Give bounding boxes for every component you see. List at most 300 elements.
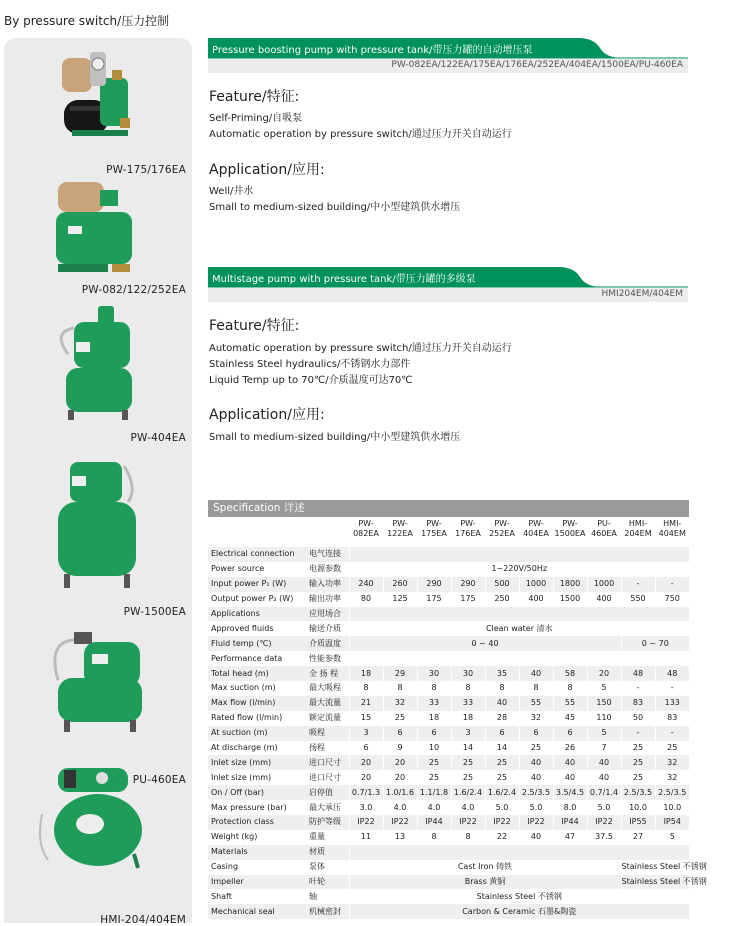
spec-value-cell: 2.5/3.5 xyxy=(655,785,689,800)
spec-row xyxy=(208,681,689,696)
spec-value-cell: 80 xyxy=(349,592,383,607)
model-suffix: 122EA xyxy=(387,529,413,538)
spec-value-cell: 8 xyxy=(417,830,451,845)
spec-value-cell: 30 xyxy=(417,666,451,681)
spec-value-cell: 5.0 xyxy=(485,800,519,815)
spec-value-cell: 83 xyxy=(655,711,689,726)
product-card-pw-1500[interactable] xyxy=(4,458,192,618)
section1-banner xyxy=(208,38,688,58)
spec-value-cell: 290 xyxy=(451,577,485,592)
spec-value-cell: 1.1/1.8 xyxy=(417,785,451,800)
section1-application-1: Well/井水 xyxy=(209,186,254,197)
spec-value-cell: 1500 xyxy=(553,592,587,607)
spec-value-cell: 21 xyxy=(349,696,383,711)
spec-value-cell: 1000 xyxy=(519,577,553,592)
spec-value-cell: 22 xyxy=(485,830,519,845)
spec-label-en: Max pressure (bar) xyxy=(211,802,287,812)
spec-row xyxy=(208,770,689,785)
specification-table xyxy=(208,500,707,919)
section1-feature-2: Automatic operation by pressure switch/通过压力开关自动运行 xyxy=(209,129,512,140)
spec-value-cell: IP22 xyxy=(451,815,485,830)
spec-label-en: Mechanical seal xyxy=(208,904,303,919)
model-prefix: HMI- xyxy=(663,519,682,528)
spec-value-cell: 15 xyxy=(349,711,383,726)
spec-label-cn: 电气连接 xyxy=(303,547,349,562)
spec-value-cell: 18 xyxy=(349,666,383,681)
spec-row xyxy=(208,830,689,845)
section2-model-bar xyxy=(208,288,688,302)
section2-models: HMI204EM/404EM xyxy=(601,289,683,299)
model-prefix: PW- xyxy=(358,519,374,528)
pump-image xyxy=(44,458,140,588)
spec-model-header xyxy=(383,517,417,547)
spec-value-cell: 25 xyxy=(417,770,451,785)
model-prefix: PW- xyxy=(460,519,476,528)
product-caption: PW-404EA xyxy=(130,432,186,444)
pump-image xyxy=(54,50,134,142)
section1-title: Pressure boosting pump with pressure tank/带压力罐的自动增压泵 xyxy=(212,45,533,56)
spec-value-cell: 25 xyxy=(485,755,519,770)
spec-row xyxy=(208,562,689,577)
spec-value-cell: 400 xyxy=(587,592,621,607)
spec-label-en: Applications xyxy=(208,607,303,622)
spec-label-en: Electrical connection xyxy=(208,547,303,562)
model-suffix: 460EA xyxy=(591,529,617,538)
spec-label-cn: 最大吸程 xyxy=(309,683,341,693)
model-suffix: 175EA xyxy=(421,529,447,538)
spec-value-cell: 27 xyxy=(621,830,655,845)
spec-model-header xyxy=(485,517,519,547)
spec-value-cell: IP22 xyxy=(587,815,621,830)
section2-feature-2: Stainless Steel hydraulics/不锈钢水力部件 xyxy=(209,359,411,370)
spec-value-cell: 175 xyxy=(417,592,451,607)
spec-value-cell: 110 xyxy=(587,711,621,726)
model-suffix: 082EA xyxy=(353,529,379,538)
section2-feature-heading: Feature/特征: xyxy=(209,318,300,334)
pump-image xyxy=(34,764,148,872)
spec-value-cell: 9 xyxy=(383,741,417,756)
spec-value-cell: 20 xyxy=(587,666,621,681)
spec-model-header xyxy=(417,517,451,547)
spec-value-cell: 2.5/3.5 xyxy=(519,785,553,800)
spec-value-cell: 40 xyxy=(587,770,621,785)
model-prefix: PW- xyxy=(426,519,442,528)
spec-value-cell: 4.0 xyxy=(451,800,485,815)
spec-value-cell: 18 xyxy=(451,711,485,726)
spec-row xyxy=(208,711,689,726)
spec-value-cell: 8 xyxy=(553,681,587,696)
section2-banner xyxy=(208,267,688,287)
spec-value-cell: 55 xyxy=(519,696,553,711)
spec-label-cn: 进口尺寸 xyxy=(303,755,349,770)
product-card-pw-404[interactable] xyxy=(4,306,192,446)
pump-image xyxy=(52,180,138,276)
spec-value-cell: 40 xyxy=(519,770,553,785)
spec-row xyxy=(208,755,689,770)
spec-label-cn: 性能参数 xyxy=(309,653,341,663)
product-caption: HMI-204/404EM xyxy=(100,914,186,926)
spec-label-cn: 防护等级 xyxy=(303,815,349,830)
spec-empty-cell xyxy=(349,651,689,666)
spec-label-cn: 介质温度 xyxy=(303,636,349,651)
spec-value-cell: 6 xyxy=(519,726,553,741)
spec-value-cell: 0 ~ 40 xyxy=(349,636,621,651)
spec-empty-cell xyxy=(349,845,689,860)
spec-label-en: Protection class xyxy=(208,815,303,830)
spec-value-cell: 10 xyxy=(417,741,451,756)
spec-label-en: Impeller xyxy=(208,875,303,890)
spec-value-cell: Brass 黄铜 xyxy=(349,875,621,890)
model-suffix: 404EM xyxy=(658,529,686,538)
spec-value-cell: 25 xyxy=(519,741,553,756)
spec-value-cell: Clean water 清水 xyxy=(349,621,689,636)
spec-row xyxy=(208,904,689,919)
spec-value-cell: 25 xyxy=(621,741,655,756)
spec-value-cell: 7 xyxy=(587,741,621,756)
spec-value-cell: 750 xyxy=(655,592,689,607)
spec-value-cell: 0.7/1.3 xyxy=(349,785,383,800)
spec-value-cell: 260 xyxy=(383,577,417,592)
spec-label-en: Fluid temp (℃) xyxy=(208,636,303,651)
spec-label-cn: 额定流量 xyxy=(309,713,341,723)
spec-value-cell: 33 xyxy=(417,696,451,711)
spec-label-cn: 输入功率 xyxy=(303,577,349,592)
spec-value-cell: 48 xyxy=(621,666,655,681)
spec-value-cell: 0 ~ 70 xyxy=(621,636,689,651)
model-prefix: PW- xyxy=(494,519,510,528)
spec-model-header xyxy=(553,517,587,547)
spec-value-cell: 26 xyxy=(553,741,587,756)
spec-label-en: Casing xyxy=(211,862,239,872)
spec-value-cell: 1.6/2.4 xyxy=(451,785,485,800)
section2-title: Multistage pump with pressure tank/带压力罐的多级泵 xyxy=(212,274,476,285)
spec-value-cell: 8 xyxy=(519,681,553,696)
spec-label-en: Output power P₂ (W) xyxy=(211,594,294,604)
spec-value-cell: 1000 xyxy=(587,577,621,592)
spec-value-cell: 8 xyxy=(451,681,485,696)
spec-label-cn: 应用场合 xyxy=(303,607,349,622)
spec-row xyxy=(208,860,689,875)
spec-value-cell: 50 xyxy=(621,711,655,726)
spec-value-cell: 5 xyxy=(587,726,621,741)
spec-row xyxy=(208,875,689,890)
product-card-pw-175[interactable] xyxy=(4,50,192,180)
spec-value-cell: 6 xyxy=(383,726,417,741)
spec-label-cn: 输送介质 xyxy=(309,623,341,633)
spec-label-en: Inlet size (mm) xyxy=(208,755,303,770)
spec-value-cell: IP22 xyxy=(519,815,553,830)
spec-value-cell: 6 xyxy=(417,726,451,741)
spec-value-cell: 25 xyxy=(621,755,655,770)
model-suffix: 404EA xyxy=(523,529,549,538)
product-card-pw-082[interactable] xyxy=(4,178,192,298)
spec-value-cell: 3 xyxy=(451,726,485,741)
model-suffix: 176EA xyxy=(455,529,481,538)
model-prefix: HMI- xyxy=(628,519,648,528)
model-suffix: 252EA xyxy=(489,529,515,538)
product-sidebar xyxy=(4,38,192,926)
model-suffix: 204EM xyxy=(624,529,652,538)
product-caption: PU-460EA xyxy=(132,774,186,786)
spec-value-cell: 30 xyxy=(451,666,485,681)
spec-label-cn: 输出功率 xyxy=(309,594,341,604)
model-prefix: PW- xyxy=(562,519,578,528)
product-caption: PW-082/122/252EA xyxy=(81,284,186,296)
spec-value-cell: 250 xyxy=(485,592,519,607)
spec-value-cell: IP44 xyxy=(417,815,451,830)
spec-value-cell: - xyxy=(621,726,655,741)
section2-feature-3: Liquid Temp up to 70℃/介质温度可达70℃ xyxy=(209,375,413,386)
spec-value-cell: 5.0 xyxy=(587,800,621,815)
spec-label-en: Input power P₁ (W) xyxy=(208,577,303,592)
spec-value-cell: 8 xyxy=(349,681,383,696)
spec-label-en: At suction (m) xyxy=(208,726,303,741)
spec-value-cell: 40 xyxy=(553,755,587,770)
spec-value-cell: 40 xyxy=(485,696,519,711)
spec-value-cell: 0.7/1.4 xyxy=(587,785,621,800)
spec-value-cell: IP55 xyxy=(621,815,655,830)
spec-value-cell: 5 xyxy=(587,681,621,696)
spec-value-cell: Carbon & Ceramic 石墨&陶瓷 xyxy=(349,904,689,919)
spec-row xyxy=(208,547,689,562)
spec-value-cell: 550 xyxy=(621,592,655,607)
spec-row xyxy=(208,696,689,711)
section2-feature-1: Automatic operation by pressure switch/通过压力开关自动运行 xyxy=(209,343,512,354)
spec-value-cell: 20 xyxy=(383,755,417,770)
spec-model-header xyxy=(519,517,553,547)
spec-value-cell: Stainless Steel 不锈钢 xyxy=(349,889,689,904)
spec-value-cell: 1.0/1.6 xyxy=(383,785,417,800)
spec-value-cell: 28 xyxy=(485,711,519,726)
spec-value-cell: Cast Iron 铸铁 xyxy=(349,860,621,875)
spec-label-cn: 最大流量 xyxy=(303,696,349,711)
spec-label-cn: 轴 xyxy=(309,891,317,901)
spec-value-cell: 3.5/4.5 xyxy=(553,785,587,800)
spec-model-header xyxy=(621,517,655,547)
spec-value-cell: - xyxy=(621,681,655,696)
section1-application-2: Small to medium-sized building/中小型建筑供水增压 xyxy=(209,202,461,213)
spec-row xyxy=(208,741,689,756)
spec-value-cell: 500 xyxy=(485,577,519,592)
spec-value-cell: 6 xyxy=(485,726,519,741)
spec-value-cell: 150 xyxy=(587,696,621,711)
spec-label-en: Rated flow (l/min) xyxy=(211,713,283,723)
spec-value-cell: 25 xyxy=(621,770,655,785)
spec-row xyxy=(208,621,689,636)
section1-feature-heading: Feature/特征: xyxy=(209,89,300,105)
pump-image xyxy=(46,306,136,422)
spec-value-cell: 4.0 xyxy=(417,800,451,815)
spec-label-cn: 吸程 xyxy=(303,726,349,741)
spec-model-header xyxy=(587,517,621,547)
spec-value-cell: 55 xyxy=(553,696,587,711)
spec-value-cell: 20 xyxy=(383,770,417,785)
spec-value-cell: 32 xyxy=(655,755,689,770)
spec-value-cell: 25 xyxy=(655,741,689,756)
spec-value-cell: 2.5/3.5 xyxy=(621,785,655,800)
spec-model-header xyxy=(349,517,383,547)
spec-label-en: Performance data xyxy=(211,653,283,663)
spec-value-cell: 6 xyxy=(349,741,383,756)
spec-value-cell: 20 xyxy=(349,755,383,770)
spec-value-cell: 13 xyxy=(383,830,417,845)
spec-row xyxy=(208,592,689,607)
spec-value-cell: 8.0 xyxy=(553,800,587,815)
section1-application-heading: Application/应用: xyxy=(209,162,325,178)
spec-value-cell: 25 xyxy=(451,755,485,770)
spec-value-cell: 40 xyxy=(519,830,553,845)
spec-value-cell: 40 xyxy=(519,755,553,770)
spec-value-cell: IP22 xyxy=(383,815,417,830)
spec-row xyxy=(208,636,689,651)
spec-label-cn: 进口尺寸 xyxy=(309,772,341,782)
spec-value-cell: 32 xyxy=(519,711,553,726)
spec-row xyxy=(208,889,689,904)
spec-label-cn: 最大承压 xyxy=(309,802,341,812)
spec-value-cell: - xyxy=(655,726,689,741)
spec-value-cell: Stainless Steel 不锈钢 xyxy=(621,860,689,875)
spec-value-cell: IP54 xyxy=(655,815,689,830)
spec-row xyxy=(208,845,689,860)
spec-value-cell: 1~220V/50Hz xyxy=(349,562,689,577)
spec-value-cell: Stainless Steel 不锈钢 xyxy=(621,875,689,890)
spec-row xyxy=(208,666,689,681)
spec-empty-cell xyxy=(349,607,689,622)
spec-value-cell: 25 xyxy=(417,755,451,770)
section2-application-1: Small to medium-sized building/中小型建筑供水增压 xyxy=(209,432,461,443)
spec-value-cell: 40 xyxy=(519,666,553,681)
spec-value-cell: 400 xyxy=(519,592,553,607)
spec-value-cell: 11 xyxy=(349,830,383,845)
spec-label-en: At discharge (m) xyxy=(211,743,278,753)
spec-value-cell: 33 xyxy=(451,696,485,711)
spec-value-cell: IP22 xyxy=(349,815,383,830)
spec-value-cell: 32 xyxy=(655,770,689,785)
model-prefix: PU- xyxy=(597,519,611,528)
spec-value-cell: 1800 xyxy=(553,577,587,592)
spec-label-en: On / Off (bar) xyxy=(208,785,303,800)
spec-label-cn: 泵体 xyxy=(309,862,325,872)
spec-label-cn: 重量 xyxy=(309,832,325,842)
spec-value-cell: 8 xyxy=(485,681,519,696)
spec-value-cell: 5.0 xyxy=(519,800,553,815)
spec-value-cell: 8 xyxy=(417,681,451,696)
spec-label-en: Max suction (m) xyxy=(211,683,276,693)
spec-label-en: Weight (kg) xyxy=(211,832,258,842)
spec-label-en: Shaft xyxy=(211,891,232,901)
pump-image xyxy=(36,628,148,738)
spec-value-cell: 37.5 xyxy=(587,830,621,845)
spec-row xyxy=(208,815,689,830)
spec-value-cell: 8 xyxy=(451,830,485,845)
spec-value-cell: 20 xyxy=(349,770,383,785)
spec-value-cell: 3 xyxy=(349,726,383,741)
spec-value-cell: 290 xyxy=(417,577,451,592)
spec-label-cn: 机械密封 xyxy=(303,904,349,919)
spec-row xyxy=(208,577,689,592)
page-title: By pressure switch/压力控制 xyxy=(4,14,170,28)
spec-header-row xyxy=(208,517,689,547)
section1-models: PW-082EA/122EA/175EA/176EA/252EA/404EA/1500EA/PU-460EA xyxy=(391,60,683,70)
spec-value-cell: 14 xyxy=(451,741,485,756)
spec-value-cell: 14 xyxy=(485,741,519,756)
spec-label-cn: 材质 xyxy=(303,845,349,860)
spec-label-cn: 叶轮 xyxy=(303,875,349,890)
section2-application-heading: Application/应用: xyxy=(209,407,325,423)
spec-value-cell: 10.0 xyxy=(621,800,655,815)
spec-value-cell: 3.0 xyxy=(349,800,383,815)
spec-title: Specification 详述 xyxy=(208,500,689,517)
spec-value-cell: 18 xyxy=(417,711,451,726)
spec-value-cell: 133 xyxy=(655,696,689,711)
spec-value-cell: 125 xyxy=(383,592,417,607)
spec-value-cell: IP44 xyxy=(553,815,587,830)
spec-value-cell: 35 xyxy=(485,666,519,681)
spec-value-cell: 40 xyxy=(553,770,587,785)
spec-row xyxy=(208,726,689,741)
spec-value-cell: 1.6/2.4 xyxy=(485,785,519,800)
spec-label-en: Materials xyxy=(208,845,303,860)
spec-value-cell: 10.0 xyxy=(655,800,689,815)
spec-value-cell: 29 xyxy=(383,666,417,681)
spec-value-cell: 45 xyxy=(553,711,587,726)
product-card-hmi-204[interactable] xyxy=(4,760,192,926)
spec-value-cell: - xyxy=(655,681,689,696)
spec-header-blank xyxy=(208,517,349,547)
spec-row xyxy=(208,651,689,666)
spec-label-en: Max flow (l/min) xyxy=(208,696,303,711)
spec-value-cell: 6 xyxy=(553,726,587,741)
spec-label-en: Power source xyxy=(211,564,265,574)
model-prefix: PW- xyxy=(392,519,408,528)
spec-value-cell: 47 xyxy=(553,830,587,845)
spec-value-cell: - xyxy=(621,577,655,592)
model-suffix: 1500EA xyxy=(554,529,586,538)
spec-model-header xyxy=(451,517,485,547)
spec-row xyxy=(208,785,689,800)
spec-value-cell: 40 xyxy=(587,755,621,770)
spec-value-cell: 175 xyxy=(451,592,485,607)
product-caption: PW-1500EA xyxy=(123,606,186,618)
model-prefix: PW- xyxy=(528,519,544,528)
spec-model-header xyxy=(655,517,689,547)
spec-empty-cell xyxy=(349,547,689,562)
spec-value-cell: 58 xyxy=(553,666,587,681)
spec-label-cn: 电源参数 xyxy=(309,564,341,574)
product-caption: PW-175/176EA xyxy=(106,164,186,176)
spec-value-cell: 5 xyxy=(655,830,689,845)
spec-value-cell: 4.0 xyxy=(383,800,417,815)
spec-value-cell: 25 xyxy=(451,770,485,785)
spec-label-en: Approved fluids xyxy=(211,623,274,633)
product-card-pu-460[interactable] xyxy=(4,628,192,786)
section1-feature-1: Self-Priming/自吸泵 xyxy=(209,113,303,124)
spec-label-cn: 启停值 xyxy=(303,785,349,800)
spec-value-cell: 25 xyxy=(485,770,519,785)
spec-row xyxy=(208,607,689,622)
spec-value-cell: 25 xyxy=(383,711,417,726)
spec-label-cn: 扬程 xyxy=(309,743,325,753)
spec-value-cell: 8 xyxy=(383,681,417,696)
spec-value-cell: 83 xyxy=(621,696,655,711)
spec-label-en: Total head (m) xyxy=(208,666,303,681)
spec-value-cell: - xyxy=(655,577,689,592)
spec-label-cn: 全 扬 程 xyxy=(303,666,349,681)
spec-row xyxy=(208,800,689,815)
spec-grid xyxy=(208,517,707,919)
spec-value-cell: IP22 xyxy=(485,815,519,830)
spec-value-cell: 32 xyxy=(383,696,417,711)
